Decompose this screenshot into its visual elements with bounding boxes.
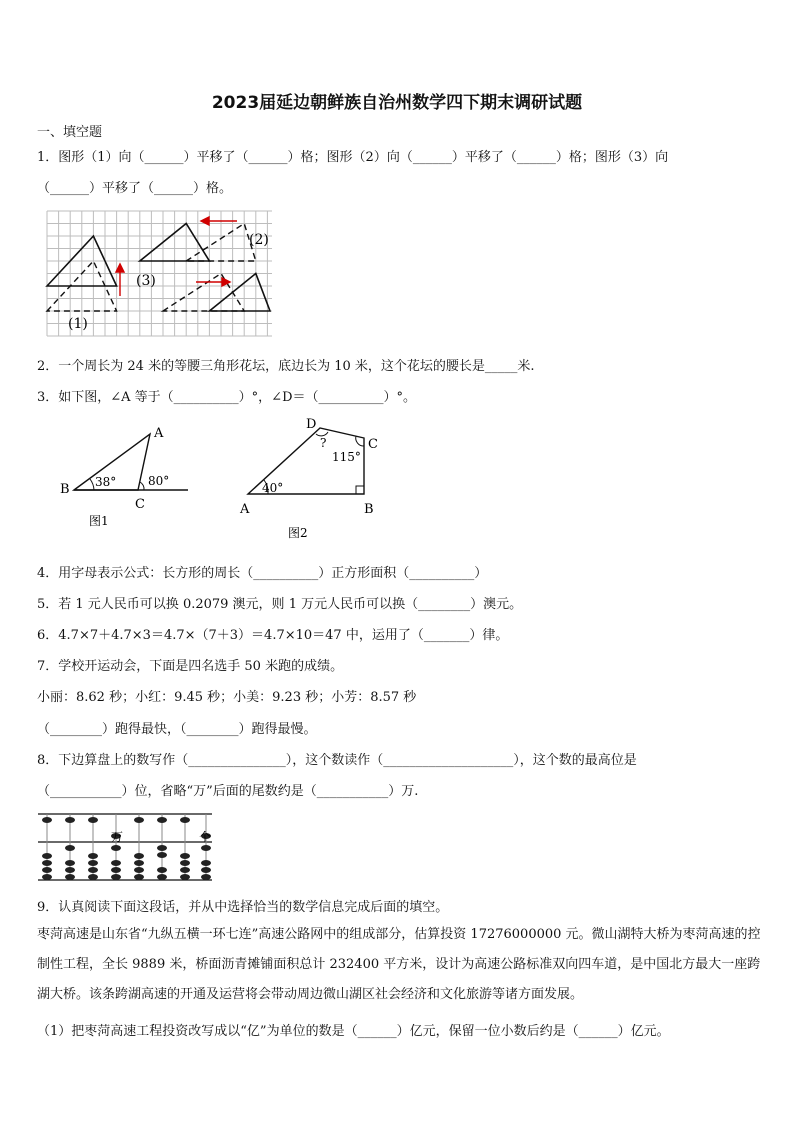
angle-115: 115°	[332, 450, 361, 464]
question-6: 6．4.7×7＋4.7×3＝4.7×（7＋3）＝4.7×10＝47 中，运用了（_______）律。	[37, 628, 509, 643]
abacus-label-ge: 个	[199, 830, 212, 844]
question-4: 4．用字母表示公式：长方形的周长（__________）正方形面积（__________）	[37, 566, 488, 581]
question-9-paragraph: 枣菏高速是山东省“九纵五横一环七连”高速公路网中的组成部分，估算投资 17276000000 元。微山湖特大桥为枣菏高速的控制性工程，全长 9889 米，桥面沥青摊铺面积总计 232400 平方米，设计为高速公路标准双向四车道，是中国北方最大一座跨湖大桥。该条跨湖高速的开通及运营将会带动周边微山湖区社会经济和文化旅游等诸方面发展。	[37, 927, 761, 1002]
vertex-d: D	[306, 417, 317, 432]
abacus-figure	[36, 808, 214, 882]
angle-40: 40°	[262, 481, 284, 495]
translation-grid-figure	[44, 208, 276, 338]
section-heading: 一、填空题	[37, 125, 103, 140]
question-7: 7．学校开运动会，下面是四名选手 50 米跑的成绩。	[37, 659, 344, 674]
question-2: 2．一个周长为 24 米的等腰三角形花坛，底边长为 10 米，这个花坛的腰长是_____米.	[37, 359, 535, 374]
question-7-blanks: （________）跑得最快，（________）跑得最慢。	[37, 722, 317, 737]
angle-38: 38°	[95, 475, 117, 489]
triangle-figure-1	[52, 418, 202, 530]
angle-unknown: ?	[320, 436, 327, 450]
question-8-line-2: （___________）位，省略“万”后面的尾数约是（___________）万.	[37, 784, 419, 799]
question-1-line-2: （______）平移了（______）格。	[37, 181, 233, 196]
label-fig-1: (1)	[68, 316, 88, 332]
page-title: 2023届延边朝鲜族自治州数学四下期末调研试题	[211, 93, 583, 113]
triangle-3-solid	[209, 274, 270, 312]
question-3: 3．如下图，∠A 等于（__________）°，∠D＝（__________）°。	[37, 390, 416, 405]
label-fig-3: (3)	[136, 273, 156, 289]
question-9-sub-1: （1）把枣菏高速工程投资改写成以“亿”为单位的数是（______）亿元，保留一位小数后约是（______）亿元。	[37, 1024, 670, 1039]
vertex-b: B	[60, 482, 70, 497]
question-1-line-1: 1．图形（1）向（______）平移了（______）格；图形（2）向（______）平移了（______）格；图形（3）向	[37, 150, 669, 165]
caption-fig-2: 图2	[288, 526, 308, 540]
vertex-b: B	[364, 502, 374, 517]
quadrilateral-figure-2	[238, 414, 398, 540]
question-9: 9．认真阅读下面这段话，并从中选择恰当的数学信息完成后面的填空。	[37, 900, 449, 915]
label-fig-2: (2)	[249, 232, 269, 248]
vertex-c: C	[135, 497, 145, 512]
vertex-a: A	[154, 426, 164, 441]
vertex-a: A	[240, 502, 250, 517]
question-8-line-1: 8．下边算盘上的数写作（_______________），这个数读作（____________________），这个数的最高位是	[37, 753, 637, 768]
question-5: 5．若 1 元人民币可以换 0.2079 澳元，则 1 万元人民币可以换（________）澳元。	[37, 597, 523, 612]
caption-fig-1: 图1	[89, 514, 109, 528]
angle-80: 80°	[148, 474, 170, 488]
vertex-c: C	[368, 437, 378, 452]
abacus-label-wan: 万	[111, 830, 124, 844]
question-7-data: 小丽：8.62 秒；小红：9.45 秒；小美：9.23 秒；小芳：8.57 秒	[37, 690, 417, 705]
